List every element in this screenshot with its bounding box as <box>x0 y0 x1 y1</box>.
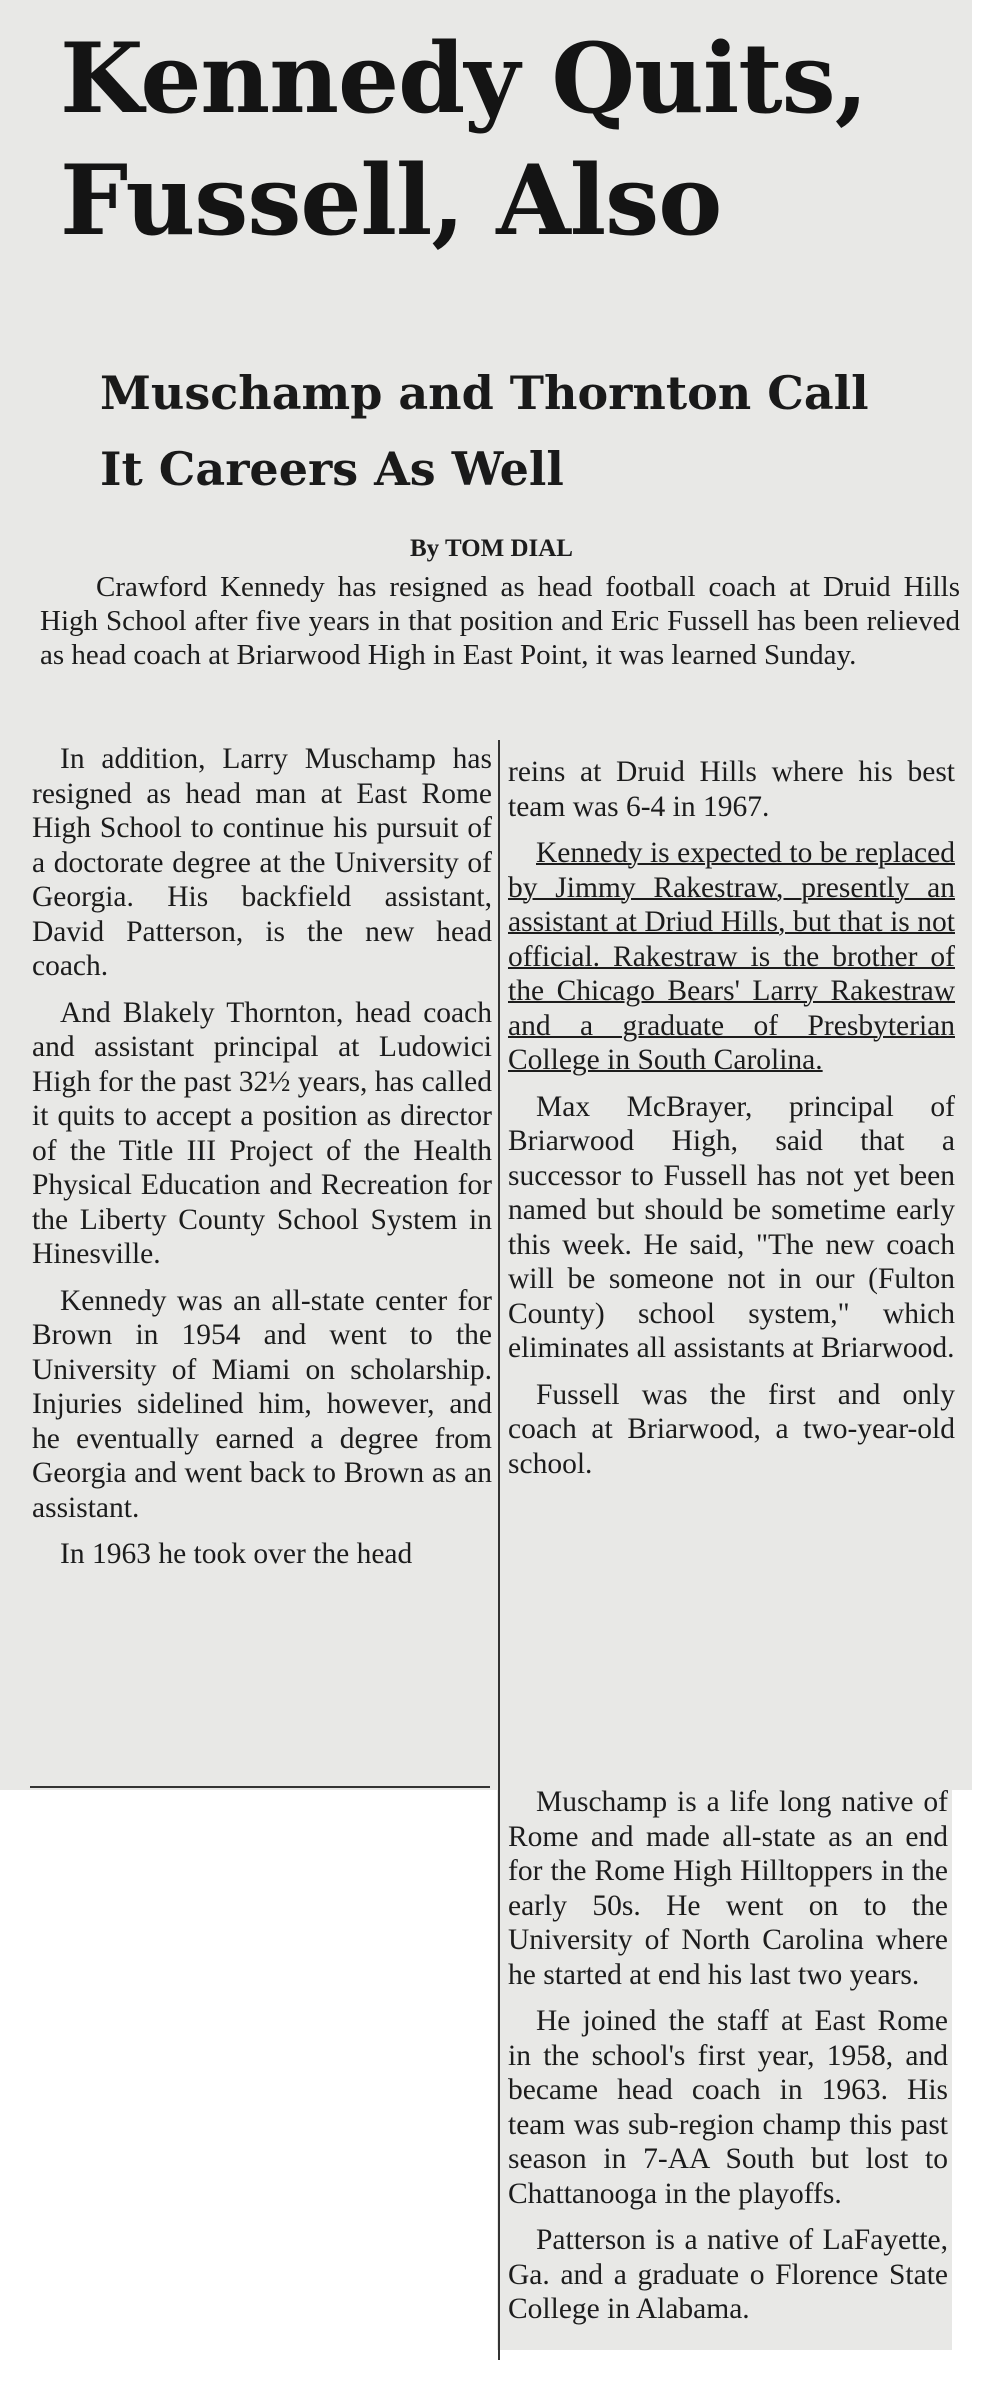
paragraph: Max McBrayer, principal of Briarwood High, said that a successor to Fussell has not yet been named but should be sometime early this week. He said, "The new coach will be someone not in our (Fulton County) school system," which eliminates all assistants at Briarwood. <box>508 1090 955 1364</box>
paragraph: Fussell was the first and only coach at Briarwood, a two-year-old school. <box>508 1378 955 1480</box>
paragraph: Kennedy was an all-state center for Brown in 1954 and went to the University of Miami on scholarship. Injuries sidelined him, however, and he eventually earned a degree from Georgia and went back to Brown as an assistant. <box>32 1284 492 1524</box>
column-end-rule <box>30 1786 490 1788</box>
paragraph: He joined the staff at East Rome in the school's first year, 1958, and became head coach in 1963. His team was sub-region champ this past season in 7-AA South but lost to Chattanooga in the playoffs. <box>508 2005 948 2210</box>
paragraph: And Blakely Thornton, head coach and assistant principal at Ludowici High for the past 32½ years, has called it quits to accept a position as director of the Title III Project of the Health Physical Education and Recreation for the Liberty County School System in Hinesville. <box>32 996 492 1270</box>
paragraph: Muschamp is a life long native of Rome and made all-state as an end for the Rome High Hilltoppers in the early 50s. He went on to the University of North Carolina where he started at end his last two years. <box>508 1786 948 1991</box>
left-column <box>32 742 492 1584</box>
paragraph: In 1963 he took over the head <box>60 1538 413 1570</box>
paragraph: In addition, Larry Muschamp has resigned as head man at East Rome High School to continue his pursuit of a doctorate degree at the University of Georgia. His backfield assistant, David Patterson, is the new head coach. <box>32 743 492 982</box>
underlined-paragraph: Kennedy is expected to be replaced by Jimmy Rakestraw, presently an assistant at Driud Hills, but that is not official. Rakestraw is the brother of the Chicago Bears' Larry Rakestraw and a graduate of Presbyterian College in South Carolina. <box>508 837 955 1076</box>
subheadline: Muschamp and Thornton Call It Careers As Well <box>100 366 869 496</box>
paragraph: reins at Druid Hills where his best team was 6-4 in 1967. <box>508 756 955 823</box>
lead-paragraph: Crawford Kennedy has resigned as head football coach at Druid Hills High School after five years in that position and Eric Fussell has been relieved as head coach at Briarwood High in East Point, it was learned Sunday. <box>40 571 960 671</box>
paragraph: Patterson is a native of LaFayette, Ga. and a graduate o Florence State College in Alabama. <box>508 2224 948 2325</box>
headline: Kennedy Quits, Fussell, Also <box>60 22 868 257</box>
column-divider <box>498 740 500 2360</box>
right-column-top <box>508 755 955 1493</box>
right-column-bottom <box>508 1785 948 2339</box>
byline: By TOM DIAL <box>409 535 573 562</box>
